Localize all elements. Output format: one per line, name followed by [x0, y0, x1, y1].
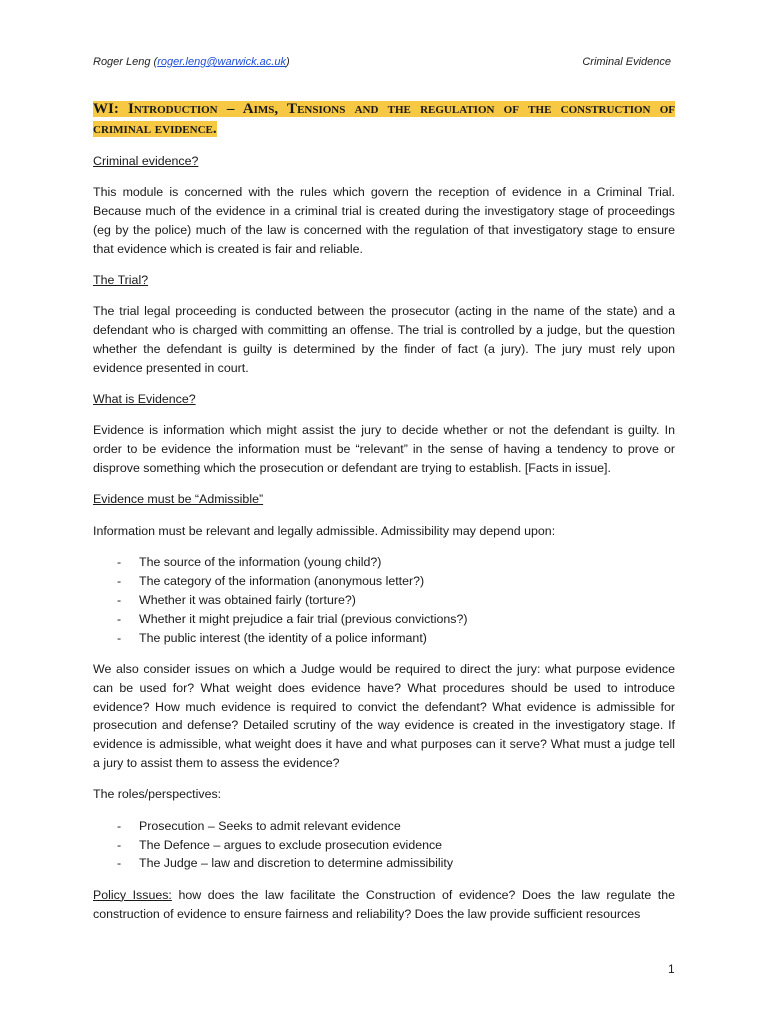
list-item: - The Defence – argues to exclude prosecution evidence: [93, 836, 675, 855]
list-item: - The source of the information (young child?): [93, 553, 675, 572]
section-heading-criminal-evidence: Criminal evidence?: [93, 154, 199, 168]
paragraph-trial: The trial legal proceeding is conducted between the prosecutor (acting in the name of the state) and a defendant who is charged with committing an offense. The trial is controlled by a judge, but the question whether the defendant is guilty is determined by the finder of fact (a jury). The jury must rely upon evidence presented in court.: [93, 304, 675, 376]
document-body: [93, 152, 675, 936]
section-heading-what-is-evidence: What is Evidence?: [93, 392, 196, 407]
paragraph-evidence-definition: Evidence is information which might assist the jury to decide whether or not the defendant is guilty. In order to be evidence the information must be “relevant” in the sense of having a tendency to prove or disprove something which the prosecution or defendant are trying to establish. [Facts in issue].: [93, 423, 675, 476]
list-item: - Prosecution – Seeks to admit relevant evidence: [93, 817, 675, 836]
header-course: Criminal Evidence: [582, 56, 671, 68]
list-item: - The Judge – law and discretion to determine admissibility: [93, 854, 675, 873]
section-heading-roles: The roles/perspectives:: [93, 787, 222, 802]
admissibility-list: [93, 553, 675, 648]
section-heading-trial: The Trial?: [93, 273, 149, 288]
paragraph-module-scope: This module is concerned with the rules which govern the reception of evidence in a Criminal Trial. Because much of the evidence in a criminal trial is created during the investigatory stage of proceedings (eg by the police) much of the law is concerned with the regulation of that investigatory stage to ensure that evidence which is created is fair and reliable.: [93, 185, 675, 256]
paragraph-policy-issues: [93, 886, 675, 924]
list-item: - Whether it was obtained fairly (torture?): [93, 591, 675, 610]
header-author: Roger Leng (: [93, 56, 158, 68]
list-item: - The public interest (the identity of a police informant): [93, 629, 675, 648]
paragraph-judge-directions: We also consider issues on which a Judge would be required to direct the jury: what purpose evidence can be used for? What weight does evidence have? What procedures should be used to introduce evidence? How much evidence is required to convict the defendant? What evidence is admissible for prosecution and defense? Detailed scrutiny of the way evidence is created in the investigatory stage. If evidence is admissible, what weight does it have and what purposes can it serve? What must a judge tell a jury to assist them to assess the evidence?: [93, 661, 675, 771]
document-title-text: WI: Introduction – Aims, Tensions and the regulation of the construction of criminal evidence.: [93, 101, 675, 137]
page-number: 1: [668, 962, 675, 976]
policy-issues-label: Policy Issues:: [93, 887, 172, 902]
section-heading-admissible: Evidence must be “Admissible”: [93, 492, 264, 507]
paragraph-admissibility-intro: Information must be relevant and legally admissible. Admissibility may depend upon:: [93, 523, 556, 538]
page-header: [93, 56, 675, 68]
header-email-link[interactable]: roger.leng@warwick.ac.uk: [157, 56, 286, 68]
policy-issues-text: how does the law facilitate the Construction of evidence? Does the law regulate the construction of evidence to ensure fairness and reliability? Does the law provide sufficient resources: [93, 887, 675, 921]
list-item: - The category of the information (anonymous letter?): [93, 572, 675, 591]
document-title: [93, 99, 675, 139]
roles-list: [93, 817, 675, 874]
list-item: - Whether it might prejudice a fair trial (previous convictions?): [93, 610, 675, 629]
header-author-end: ): [285, 56, 290, 68]
